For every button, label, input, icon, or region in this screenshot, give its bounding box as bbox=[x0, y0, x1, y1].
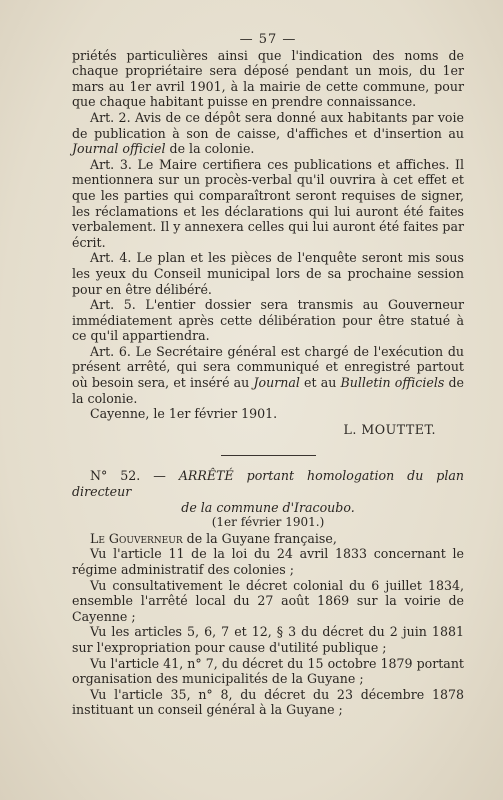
journal-title: Journal officiel bbox=[72, 141, 166, 157]
vu-clause-1: Vu l'article 11 de la loi du 24 avril 1833 concernant le régime administratif des colonies ; bbox=[72, 546, 464, 577]
vu-clause-5: Vu l'article 35, n° 8, du décret du 23 décembre 1878 instituant un conseil général à la Guyane ; bbox=[72, 686, 464, 718]
vu-clause-3: Vu les articles 5, 6, 7 et 12, § 3 du décret du 2 juin 1881 sur l'expropriation pour cause d'utilité publique ; bbox=[72, 624, 464, 655]
article-6: Art. 6. Le Secrétaire général est chargé de l'exécution du présent arrêté, qui sera communiqué et enregistré partout où besoin sera, et inséré au Journal et au Bulletin officiels de la colonie. bbox=[72, 343, 464, 406]
article-5: Art. 5. L'entier dossier sera transmis au Gouverneur immédiatement après cette délibération pour être statué à ce qu'il appartiendra. bbox=[72, 297, 464, 344]
article-3: Art. 3. Le Maire certifiera ces publications et affiches. Il mentionnera sur un procès-verbal qu'il ouvrira à cet effet et que les parties qui comparaîtront seront requises de signer, les réclamations et les déclarations qui lui auront été faites verbalement. Il y annexera celles qui lui auront été faites par écrit. bbox=[72, 156, 464, 250]
arrete-heading: N° 52. — ARRÊTÉ portant homologation du plan directeur bbox=[72, 468, 464, 500]
signature-date: Cayenne, le 1er février 1901. bbox=[90, 406, 278, 422]
article-2: Art. 2. Avis de ce dépôt sera donné aux habitants par voie de publication à son de caisse, d'affiches et d'insertion au Journal officiel de la colonie. bbox=[72, 109, 464, 157]
vu-clause-2: Vu consultativement le décret colonial du 6 juillet 1834, ensemble l'arrêté local du 27 août 1869 sur la voirie de Cayenne ; bbox=[72, 577, 464, 624]
vu-clause-4: Vu l'article 41, n° 7, du décret du 15 octobre 1879 portant organisation des municipalités de la Guyane ; bbox=[72, 655, 464, 687]
article-4: Art. 4. Le plan et les pièces de l'enquête seront mis sous les yeux du Conseil municipal lors de sa prochaine session pour en être délibéré. bbox=[72, 250, 464, 297]
paragraph-continuation: priétés particulières ainsi que l'indication des noms de chaque propriétaire sera déposé pendant un mois, du 1er mars au 1er avril 1901, à la mairie de cette commune, pour que chaque habitant puisse en prendre connaissance. bbox=[72, 47, 464, 110]
page-number: — 57 — bbox=[239, 32, 297, 47]
page-text bbox=[72, 32, 464, 718]
arrete-heading-line2: de la commune d'Iracoubo. bbox=[181, 499, 355, 515]
governor-line: Le Gouverneur de la Guyane française, bbox=[90, 530, 337, 546]
signature-name: L. MOUTTET. bbox=[343, 421, 436, 437]
section-divider bbox=[221, 455, 316, 456]
arrete-date: (1er février 1901.) bbox=[211, 515, 325, 530]
